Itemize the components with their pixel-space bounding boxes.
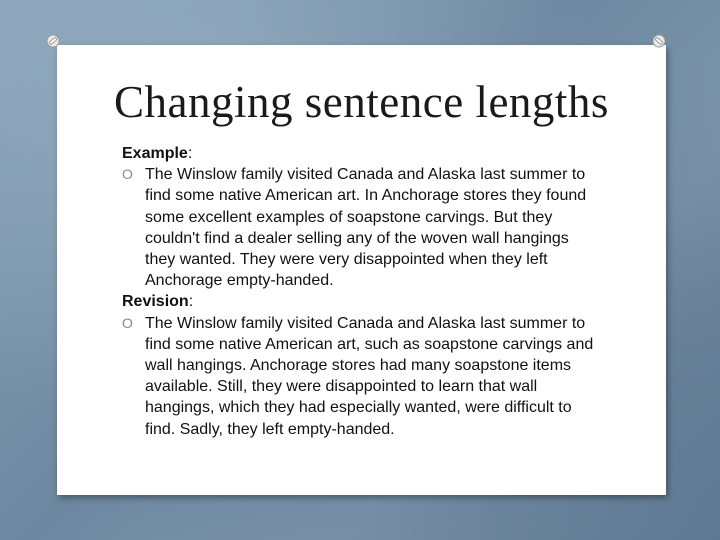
bullet-item-revision [122,313,602,440]
binder-clip-icon [652,34,666,48]
section-colon: : [187,145,193,162]
bullet-item-example [122,164,602,291]
section-heading-example [122,143,602,164]
bullet-marker-icon: O [122,314,133,331]
slide-title: Changing sentence lengths [114,77,609,127]
bullet-text: The Winslow family visited Canada and Alaska last summer to find some native American art, such as soapstone carvings and wall hangings. Anchorage stores had many soapstone items available. Still, they were disappointed to learn that wall hangings, which they had especially wanted, were difficult to find. Sadly, they left empty-handed. [145,314,594,438]
bullet-text: The Winslow family visited Canada and Alaska last summer to find some native American art. In Anchorage stores they found some excellent examples of soapstone carvings. But they couldn't find a dealer selling any of the woven wall hangings they wanted. They were very disappointed when they left Anchorage empty-handed. [145,166,587,290]
slide-body [122,143,602,440]
section-label: Revision [122,293,189,311]
section-label: Example [122,145,188,162]
bullet-marker-icon: O [122,166,133,183]
binder-clip-icon [46,34,60,48]
section-colon: : [188,293,194,311]
section-heading-revision [122,291,602,312]
